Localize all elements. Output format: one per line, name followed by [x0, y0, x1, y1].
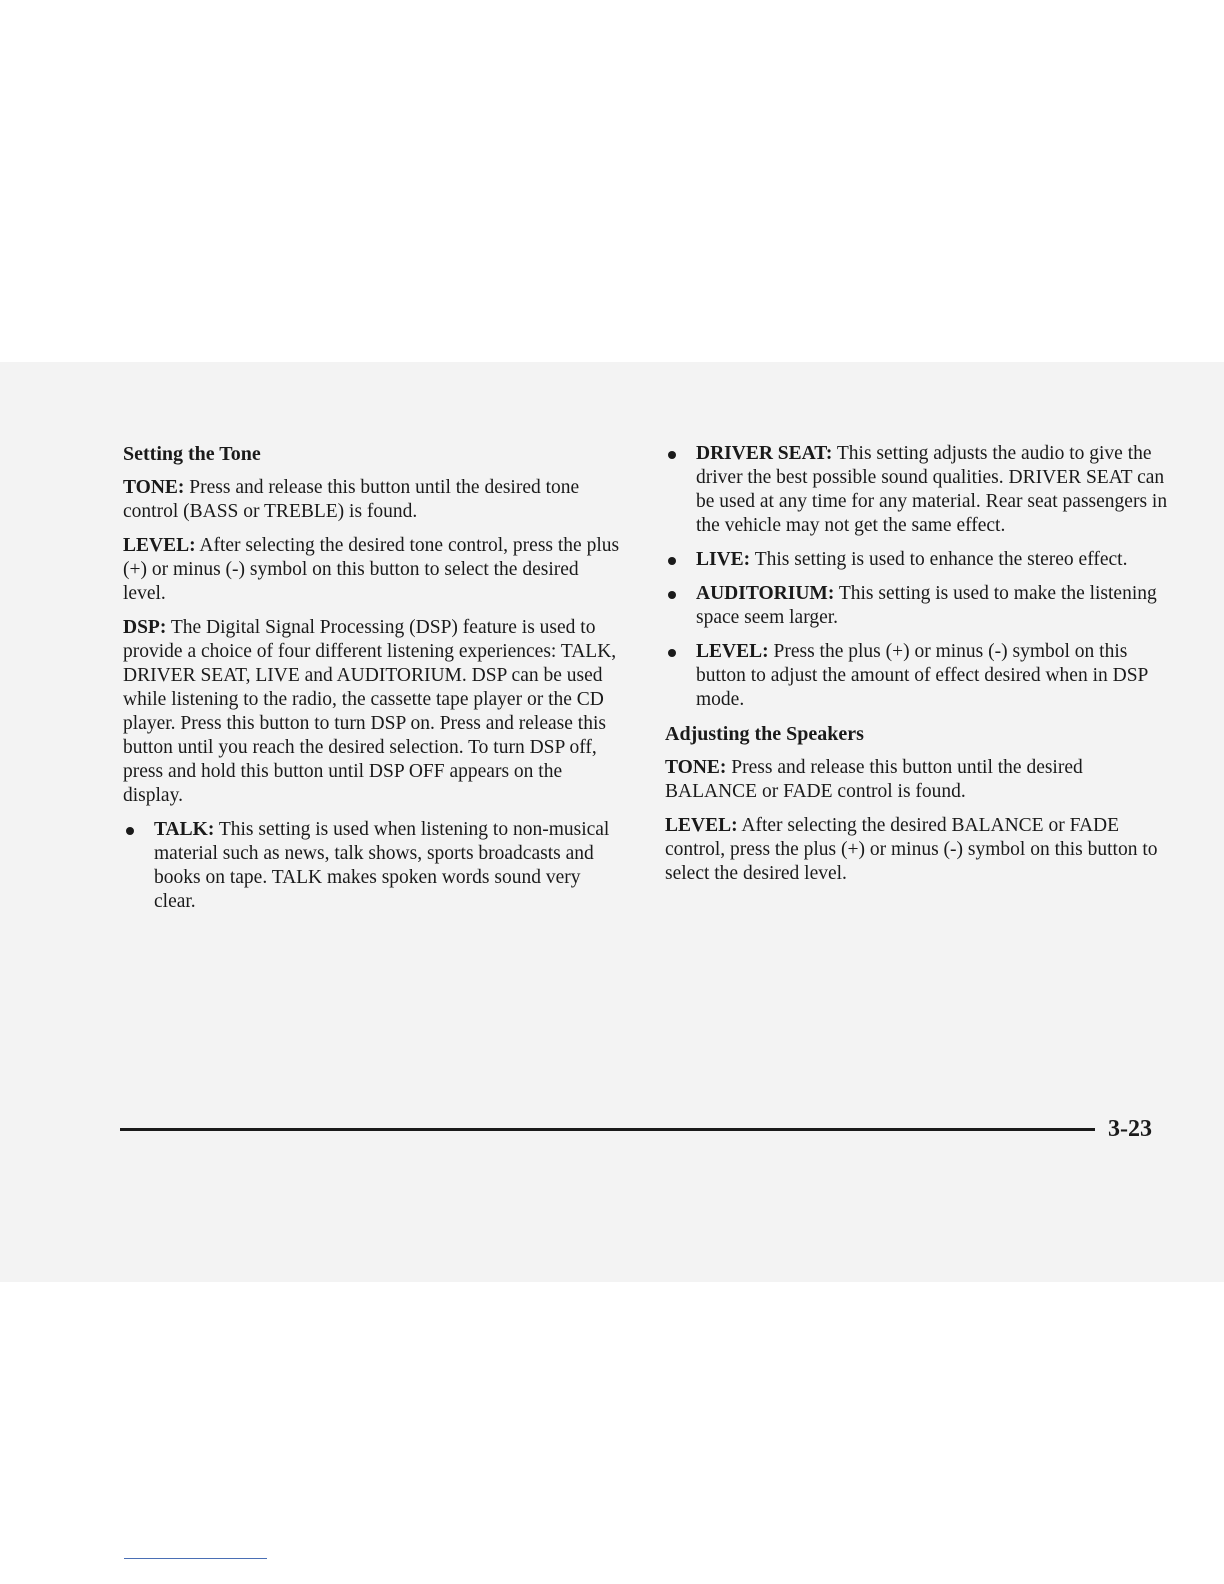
bullet-icon [668, 451, 676, 459]
list-item-talk [123, 818, 623, 914]
list-item-level [665, 640, 1170, 712]
bullet-icon [126, 827, 134, 835]
driver-seat-text: This setting adjusts the audio to give the driver the best possible sound qualities. DRIVER SEAT can be used at any time for any material. Rear seat passengers in the vehicle may not get the same effect. [696, 443, 1168, 536]
level-term: LEVEL: [123, 535, 196, 556]
bullet-icon [668, 649, 676, 657]
left-column [123, 442, 623, 924]
speaker-tone-term: TONE: [665, 757, 727, 778]
list-item-driver-seat [665, 442, 1170, 538]
level-paragraph [123, 534, 623, 606]
level-text: After selecting the desired tone control, press the plus (+) or minus (-) symbol on this button to select the desired level. [123, 535, 620, 604]
bullet-icon [668, 557, 676, 565]
speaker-level-paragraph [665, 814, 1170, 886]
bottom-divider [124, 1558, 267, 1559]
bullet-icon [668, 591, 676, 599]
dsp-paragraph [123, 616, 623, 808]
dsp-text: The Digital Signal Processing (DSP) feature is used to provide a choice of four different listening experiences: TALK, DRIVER SEAT, LIVE and AUDITORIUM. DSP can be used while listening to the radio, the cassette tape player or the CD player. Press this button to turn DSP on. Press and release this button until you reach the desired selection. To turn DSP off, press and hold this button until DSP OFF appears on the display. [123, 617, 617, 806]
list-item-auditorium [665, 582, 1170, 630]
dsp-level-text: Press the plus (+) or minus (-) symbol on this button to adjust the amount of effect desired when in DSP mode. [696, 641, 1148, 710]
live-text: This setting is used to enhance the stereo effect. [750, 549, 1128, 570]
tone-term: TONE: [123, 477, 185, 498]
tone-text: Press and release this button until the desired tone control (BASS or TREBLE) is found. [123, 477, 580, 522]
dsp-level-term: LEVEL: [696, 641, 769, 662]
talk-text: This setting is used when listening to non-musical material such as news, talk shows, sports broadcasts and books on tape. TALK makes spoken words sound very clear. [154, 819, 610, 912]
page-number: 3-23 [1108, 1116, 1152, 1142]
auditorium-text: This setting is used to make the listening space seem larger. [696, 583, 1157, 628]
heading-adjusting-the-speakers: Adjusting the Speakers [665, 723, 864, 745]
driver-seat-term: DRIVER SEAT: [696, 443, 833, 464]
speaker-level-term: LEVEL: [665, 815, 738, 836]
live-term: LIVE: [696, 549, 751, 570]
speaker-level-text: After selecting the desired BALANCE or FADE control, press the plus (+) or minus (-) symbol on this button to select the desired level. [665, 815, 1158, 884]
auditorium-term: AUDITORIUM: [696, 583, 835, 604]
list-item-live [665, 548, 1170, 572]
dsp-mode-list-left [123, 818, 623, 914]
speaker-tone-text: Press and release this button until the desired BALANCE or FADE control is found. [665, 757, 1083, 802]
footer-rule [120, 1128, 1095, 1131]
dsp-mode-list-right [665, 442, 1170, 712]
heading-setting-the-tone: Setting the Tone [123, 443, 261, 465]
dsp-term: DSP: [123, 617, 167, 638]
right-column [665, 442, 1170, 896]
speaker-tone-paragraph [665, 756, 1170, 804]
talk-term: TALK: [154, 819, 215, 840]
tone-paragraph [123, 476, 623, 524]
